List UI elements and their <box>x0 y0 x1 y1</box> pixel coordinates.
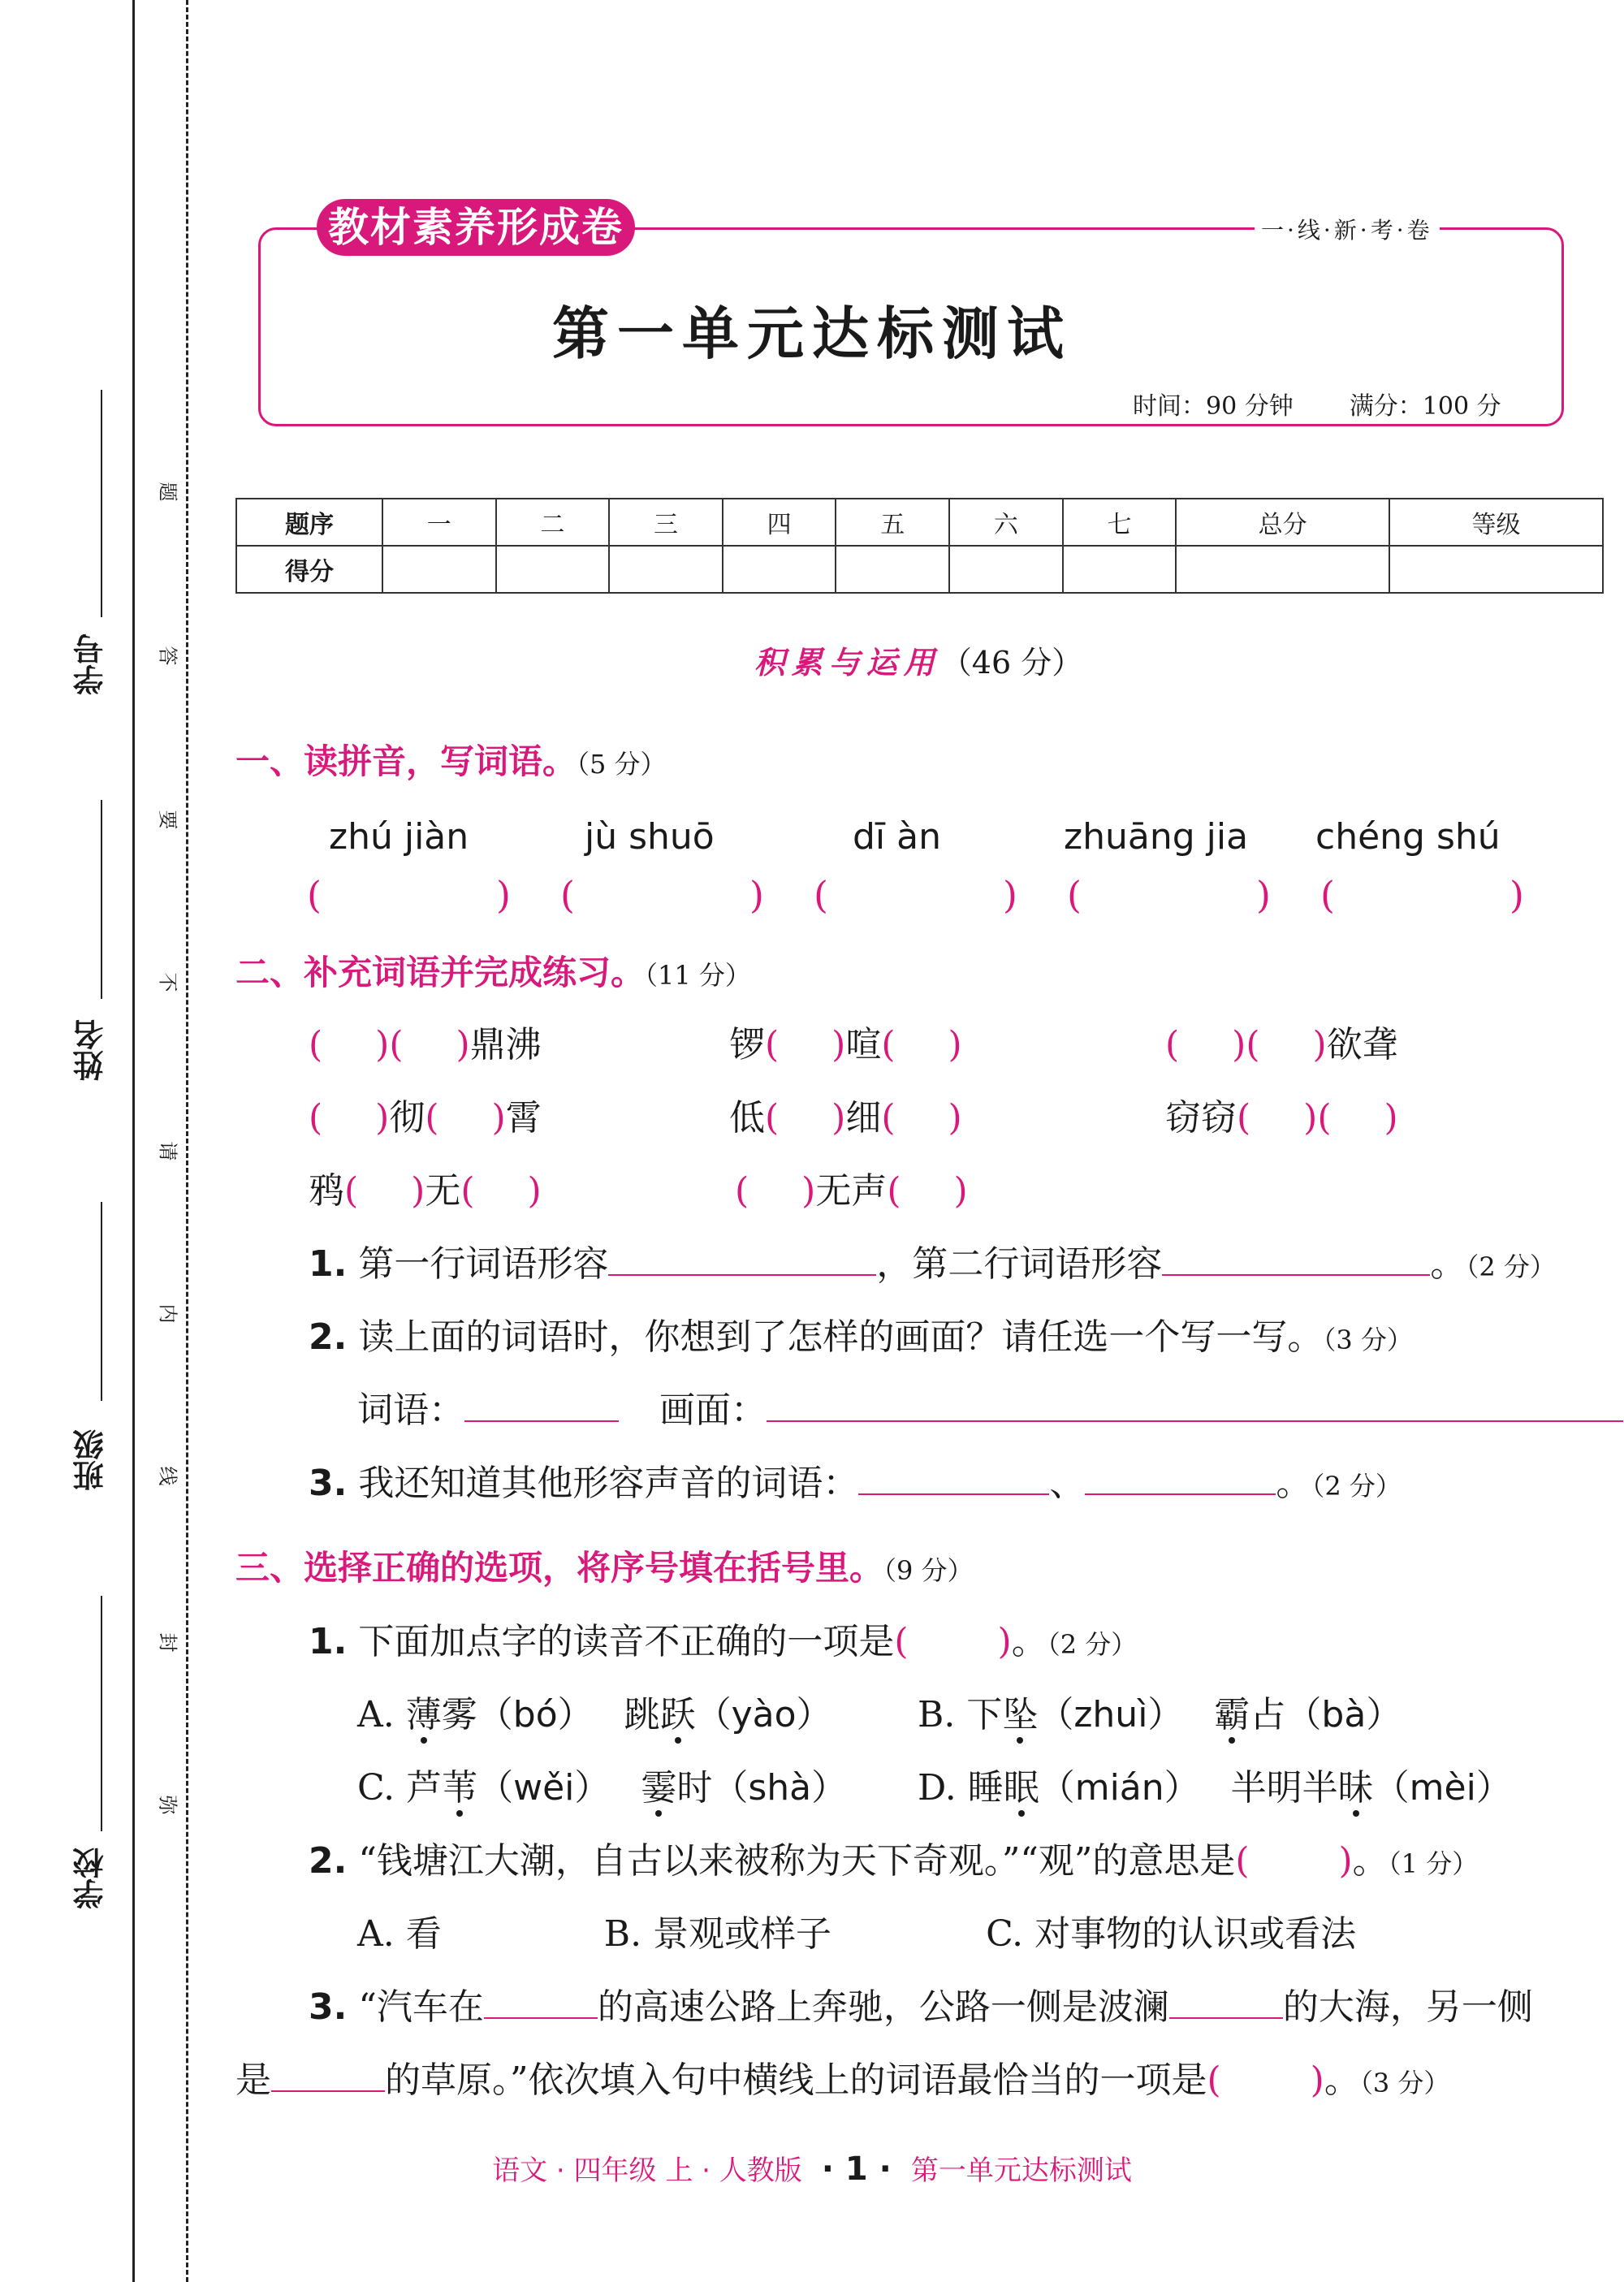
sub3-end: 。 <box>1276 1463 1312 1504</box>
option-pinyin: （mèi） <box>1373 1767 1512 1809</box>
score-table-header-row <box>236 499 1603 546</box>
option-b[interactable] <box>918 1685 1402 1737</box>
option-pinyin: （bà） <box>1285 1694 1402 1735</box>
q3-sub2 <box>309 1831 1478 1883</box>
table-cell: 一 <box>382 499 496 546</box>
s3-points: （3 分） <box>1359 2068 1450 2098</box>
option-word: 时 <box>676 1767 713 1809</box>
answer-box[interactable]: ( ) <box>309 1097 390 1139</box>
pinyin-item: chéng shú <box>1315 816 1501 858</box>
option-label: C. <box>357 1767 395 1809</box>
idiom-row-3 <box>309 1161 542 1213</box>
q2-sub2-answer <box>357 1381 1623 1433</box>
sub-number: 1. <box>309 1243 348 1285</box>
q2-sub3 <box>309 1454 1402 1506</box>
fill-blank[interactable] <box>1085 1461 1276 1495</box>
answer-box[interactable]: ( ) <box>1246 1024 1327 1065</box>
fill-blank[interactable] <box>484 1985 598 2019</box>
idiom-text: 细 <box>845 1097 882 1139</box>
option-b[interactable]: B. 景观或样子 <box>603 1913 832 1955</box>
name-write-line <box>101 800 102 999</box>
answer-box[interactable]: ( ) <box>1067 873 1271 917</box>
seal-char: 题 <box>156 482 179 502</box>
idiom-text: 彻 <box>389 1097 425 1139</box>
table-cell: 五 <box>836 499 949 546</box>
answer-box[interactable]: ( ) <box>389 1024 470 1065</box>
seal-char: 封 <box>156 1632 179 1653</box>
answer-box[interactable]: ( ) <box>881 1024 962 1065</box>
sub2-points: （3 分） <box>1323 1325 1413 1355</box>
answer-box[interactable]: ( ) <box>1317 1097 1398 1139</box>
fill-blank[interactable] <box>608 1242 876 1276</box>
dotted-char: 跃 <box>659 1694 696 1735</box>
option-label: D. <box>918 1767 957 1809</box>
idiom-row-2b <box>729 1088 962 1140</box>
q3-sub3-line2 <box>235 2051 1449 2103</box>
class-label: 班级 <box>73 1429 109 1491</box>
answer-box[interactable]: ( ) <box>881 1097 962 1139</box>
option-label: B. <box>918 1694 956 1735</box>
full-score: 满分：100 分 <box>1349 392 1501 421</box>
score-entry-cell[interactable] <box>1063 546 1177 593</box>
score-table-score-row <box>236 546 1603 593</box>
page-title: 第一单元达标测试 <box>552 300 1072 367</box>
footer-subject: 语文 · 四年级 上 · 人教版 <box>492 2155 802 2187</box>
table-cell: 六 <box>949 499 1063 546</box>
pinyin-item: jù shuō <box>585 816 715 858</box>
idiom-text: 鼎沸 <box>469 1024 542 1065</box>
sub1-end: 。 <box>1430 1243 1466 1285</box>
sub-number: 1. <box>309 1621 348 1662</box>
score-entry-cell[interactable] <box>496 546 610 593</box>
option-label: A. <box>357 1694 395 1735</box>
s1-text: 下面加点字的读音不正确的一项是 <box>358 1621 895 1662</box>
idiom-text: 锣 <box>729 1024 765 1065</box>
dotted-char: 昧 <box>1337 1767 1374 1809</box>
option-word: 睡 <box>967 1767 1004 1809</box>
question-2-heading <box>235 946 751 995</box>
score-entry-cell[interactable] <box>949 546 1063 593</box>
answer-box[interactable]: ( ) <box>814 873 1017 917</box>
student-id-write-line <box>101 390 102 617</box>
dotted-char: 薄 <box>405 1694 442 1735</box>
dotted-char: 霸 <box>1214 1694 1250 1735</box>
idiom-row-3b <box>735 1161 968 1213</box>
idiom-row-1b <box>729 1015 962 1067</box>
question-1-heading <box>235 735 667 784</box>
idiom-text: 欲聋 <box>1326 1024 1398 1065</box>
idiom-row-1 <box>309 1015 542 1067</box>
header-banner: 教材素养形成卷 <box>317 199 635 256</box>
idiom-row-2 <box>309 1088 542 1140</box>
pinyin-item: zhú jiàn <box>329 816 469 858</box>
option-pinyin: （zhuì） <box>1038 1694 1184 1735</box>
seal-char: 答 <box>156 646 179 666</box>
page-footer <box>0 2148 1624 2188</box>
idiom-text: 鸦 <box>309 1170 344 1212</box>
answer-box[interactable]: ( ) <box>1320 873 1524 917</box>
answer-box[interactable]: ( ) <box>894 1621 1012 1662</box>
school-label: 学校 <box>73 1848 109 1909</box>
sub1-text-b: ，第二行词语形容 <box>876 1243 1163 1285</box>
score-entry-cell[interactable] <box>723 546 836 593</box>
score-table <box>235 498 1604 594</box>
fill-blank[interactable] <box>1169 1985 1283 2019</box>
s3-text-e: 的草原。”依次填入句中横线上的词语最恰当的一项是 <box>385 2059 1207 2101</box>
q3-sub1 <box>309 1612 1137 1664</box>
question-2-points: （11 分） <box>645 960 751 991</box>
footer-title: 第一单元达标测试 <box>910 2155 1132 2187</box>
idiom-text: 低 <box>729 1097 765 1139</box>
seal-char: 内 <box>156 1303 179 1324</box>
option-word: 芦 <box>406 1767 443 1809</box>
score-entry-cell[interactable] <box>609 546 723 593</box>
table-cell: 三 <box>609 499 723 546</box>
class-write-line <box>101 1202 102 1401</box>
question-3-title: 三、选择正确的选项，将序号填在括号里。 <box>235 1548 884 1588</box>
sub2-text: 读上面的词语时，你想到了怎样的画面？请任选一个写一写。 <box>358 1316 1324 1358</box>
fill-blank[interactable] <box>1162 1242 1430 1276</box>
answer-box[interactable]: ( ) <box>560 873 764 917</box>
time-info <box>1133 386 1501 421</box>
page-number: · 1 · <box>821 2150 892 2188</box>
option-word: 占 <box>1250 1694 1286 1735</box>
pinyin-item: dī àn <box>853 816 941 858</box>
table-cell: 等级 <box>1389 499 1603 546</box>
q3-sub3-line1 <box>309 1977 1533 2029</box>
s1-end: 。 <box>1011 1621 1047 1662</box>
seal-char: 要 <box>156 810 179 830</box>
table-cell: 题序 <box>236 499 382 546</box>
answer-box[interactable]: ( ) <box>1165 1024 1246 1065</box>
idiom-text: 无 <box>425 1170 461 1212</box>
dotted-char: 眠 <box>1003 1767 1039 1809</box>
sub3-text: 我还知道其他形容声音的词语： <box>358 1463 859 1504</box>
answer-box[interactable]: ( ) <box>735 1170 816 1212</box>
name-label: 姓名 <box>73 1019 109 1081</box>
question-3-points: （9 分） <box>883 1555 974 1586</box>
answer-box[interactable]: ( ) <box>425 1097 506 1139</box>
idiom-text: 喧 <box>845 1024 882 1065</box>
s3-text-d: 是 <box>235 2059 271 2101</box>
fill-blank[interactable] <box>271 2058 385 2092</box>
question-3-heading <box>235 1541 974 1590</box>
sub-number: 2. <box>309 1840 348 1882</box>
idiom-row-1c <box>1165 1015 1398 1067</box>
answer-box[interactable]: ( ) <box>307 873 511 917</box>
s2-end: 。 <box>1352 1840 1389 1882</box>
answer-box[interactable]: ( ) <box>309 1024 390 1065</box>
option-a[interactable] <box>357 1685 832 1737</box>
idiom-text: 窃窃 <box>1165 1097 1237 1139</box>
sub3-points: （2 分） <box>1311 1471 1402 1502</box>
table-cell: 二 <box>496 499 610 546</box>
s3-text-c: 的大海，另一侧 <box>1282 1986 1533 2028</box>
answer-box[interactable]: ( ) <box>344 1170 425 1212</box>
score-entry-cell[interactable] <box>836 546 949 593</box>
q3-sub2-options <box>357 1904 1356 1956</box>
time-limit: 时间：90 分钟 <box>1133 392 1294 421</box>
school-write-line <box>101 1596 102 1831</box>
option-word: 雾 <box>441 1694 477 1735</box>
s2-points: （1 分） <box>1388 1848 1479 1879</box>
option-word: 半明半 <box>1230 1767 1338 1809</box>
idiom-text: 霄 <box>505 1097 542 1139</box>
option-d[interactable] <box>918 1758 1512 1810</box>
option-word: 跳 <box>624 1694 660 1735</box>
section-title: 积累与运用 <box>754 644 941 681</box>
q2-sub2 <box>309 1307 1413 1359</box>
scene-blank[interactable] <box>767 1388 1623 1422</box>
question-2-title: 二、补充词语并完成练习。 <box>235 953 646 992</box>
word-label: 词语： <box>357 1390 464 1431</box>
sub-number: 3. <box>309 1986 348 2028</box>
score-entry-cell[interactable] <box>382 546 496 593</box>
option-c[interactable] <box>357 1758 847 1810</box>
seal-char: 线 <box>156 1466 179 1486</box>
option-c[interactable]: C. 对事物的认识或看法 <box>986 1913 1357 1955</box>
scene-label: 画面： <box>659 1390 767 1431</box>
option-pinyin: （yào） <box>695 1694 832 1735</box>
dotted-char: 坠 <box>1002 1694 1039 1735</box>
sub1-text-a: 第一行词语形容 <box>358 1243 609 1285</box>
s1-points: （2 分） <box>1047 1629 1138 1660</box>
table-cell: 总分 <box>1176 499 1389 546</box>
option-pinyin: （mián） <box>1039 1767 1200 1809</box>
table-cell: 四 <box>723 499 836 546</box>
s2-text: “钱塘江大潮，自古以来被称为天下奇观。”“观”的意思是 <box>358 1840 1236 1882</box>
answer-box[interactable]: ( ) <box>1207 2059 1324 2101</box>
answer-box[interactable]: ( ) <box>887 1170 968 1212</box>
series-label: 一·线·新·考·卷 <box>1255 213 1440 245</box>
option-pinyin: （wěi） <box>477 1767 611 1809</box>
seal-char: 弥 <box>156 1795 179 1815</box>
option-word: 下 <box>966 1694 1003 1735</box>
answer-box[interactable]: ( ) <box>1237 1097 1318 1139</box>
question-1-title: 一、读拼音，写词语。 <box>235 741 577 781</box>
question-1-points: （5 分） <box>577 749 667 780</box>
q2-sub1 <box>309 1234 1556 1286</box>
dotted-char: 霎 <box>641 1767 677 1809</box>
pinyin-item: zhuāng jia <box>1064 816 1249 858</box>
sub-number: 2. <box>309 1316 348 1358</box>
option-pinyin: （shà） <box>712 1767 848 1809</box>
s3-text-b: 的高速公路上奔驰，公路一侧是波澜 <box>597 1986 1169 2028</box>
sub1-points: （2 分） <box>1466 1251 1556 1282</box>
dotted-char: 苇 <box>442 1767 478 1809</box>
answer-box[interactable]: ( ) <box>765 1024 846 1065</box>
idiom-row-2c <box>1165 1088 1398 1140</box>
answer-box[interactable]: ( ) <box>1235 1840 1353 1882</box>
word-blank[interactable] <box>464 1388 619 1422</box>
table-cell: 得分 <box>236 546 382 593</box>
option-pinyin: （bó） <box>477 1694 594 1735</box>
student-id-label: 学号 <box>73 633 109 695</box>
section-points: （46 分） <box>940 645 1083 681</box>
sub-number: 3. <box>309 1463 348 1504</box>
answer-box[interactable]: ( ) <box>460 1170 542 1212</box>
section-heading <box>0 637 1624 682</box>
option-a[interactable]: A. 看 <box>357 1913 442 1955</box>
seal-char: 不 <box>156 972 179 992</box>
score-entry-cell[interactable] <box>1389 546 1603 593</box>
s3-end: 。 <box>1324 2059 1360 2101</box>
table-cell: 七 <box>1063 499 1177 546</box>
score-entry-cell[interactable] <box>1176 546 1389 593</box>
s3-text-a: “汽车在 <box>358 1986 484 2028</box>
answer-box[interactable]: ( ) <box>765 1097 846 1139</box>
sub3-sep: 、 <box>1049 1463 1086 1504</box>
fill-blank[interactable] <box>858 1461 1049 1495</box>
seal-char: 请 <box>156 1141 179 1161</box>
idiom-text: 无声 <box>815 1170 888 1212</box>
